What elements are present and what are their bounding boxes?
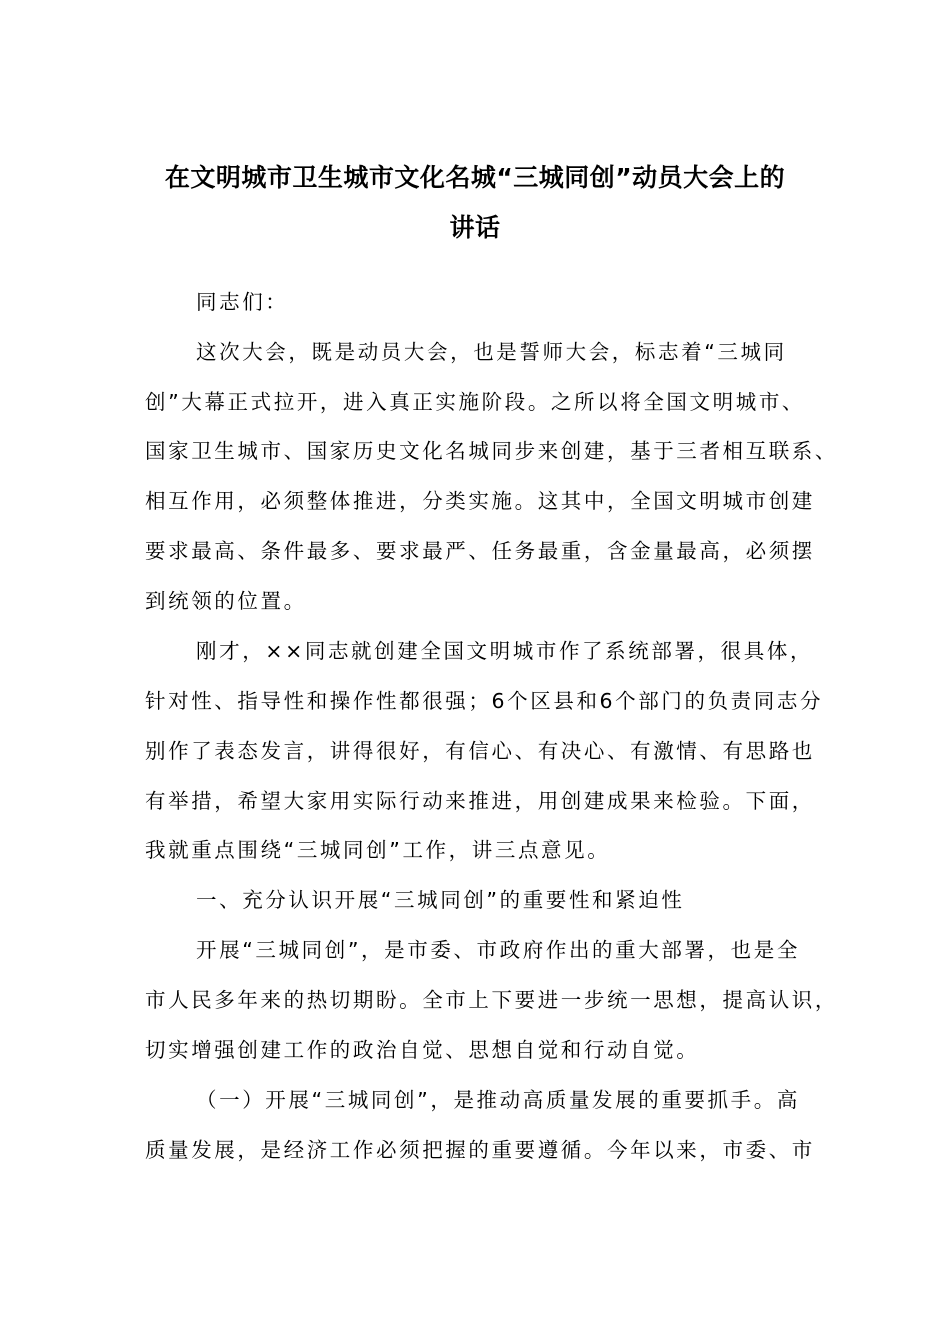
paragraph-line: 别作了表态发言，讲得很好，有信心、有决心、有激情、有思路也 [145,739,815,763]
paragraph-line: 刚才，××同志就创建全国文明城市作了系统部署，很具体， [196,639,814,663]
document-title-line-1: 在文明城市卫生城市文化名城“三城同创”动员大会上的 [164,163,786,192]
paragraph-line: 到统领的位置。 [145,589,307,613]
paragraph-line: 针对性、指导性和操作性都很强；6个区县和6个部门的负责同志分 [145,689,824,713]
document-title-line-2: 讲话 [449,213,501,242]
paragraph-line: 相互作用，必须整体推进，分类实施。这其中，全国文明城市创建 [145,489,815,513]
paragraph-line: 质量发展，是经济工作必须把握的重要遵循。今年以来，市委、市 [145,1138,815,1162]
paragraph-line: 有举措，希望大家用实际行动来推进，用创建成果来检验。下面， [145,789,815,813]
paragraph-line: 创”大幕正式拉开，进入真正实施阶段。之所以将全国文明城市、 [145,390,806,414]
paragraph-line: 开展“三城同创”，是市委、市政府作出的重大部署，也是全 [196,938,800,962]
section-heading: 一、充分认识开展“三城同创”的重要性和紧迫性 [196,888,685,912]
paragraph-line: 我就重点围绕“三城同创”工作，讲三点意见。 [145,838,611,862]
paragraph-line: （一）开展“三城同创”，是推动高质量发展的重要抓手。高 [196,1088,800,1112]
salutation: 同志们： [196,290,289,314]
paragraph-line: 切实增强创建工作的政治自觉、思想自觉和行动自觉。 [145,1038,700,1062]
paragraph-line: 国家卫生城市、国家历史文化名城同步来创建，基于三者相互联系、 [145,439,838,463]
paragraph-line: 这次大会，既是动员大会，也是誓师大会，标志着“三城同 [196,340,787,364]
paragraph-line: 市人民多年来的热切期盼。全市上下要进一步统一思想，提高认识， [145,988,838,1012]
paragraph-line: 要求最高、条件最多、要求最严、任务最重，含金量最高，必须摆 [145,539,815,563]
